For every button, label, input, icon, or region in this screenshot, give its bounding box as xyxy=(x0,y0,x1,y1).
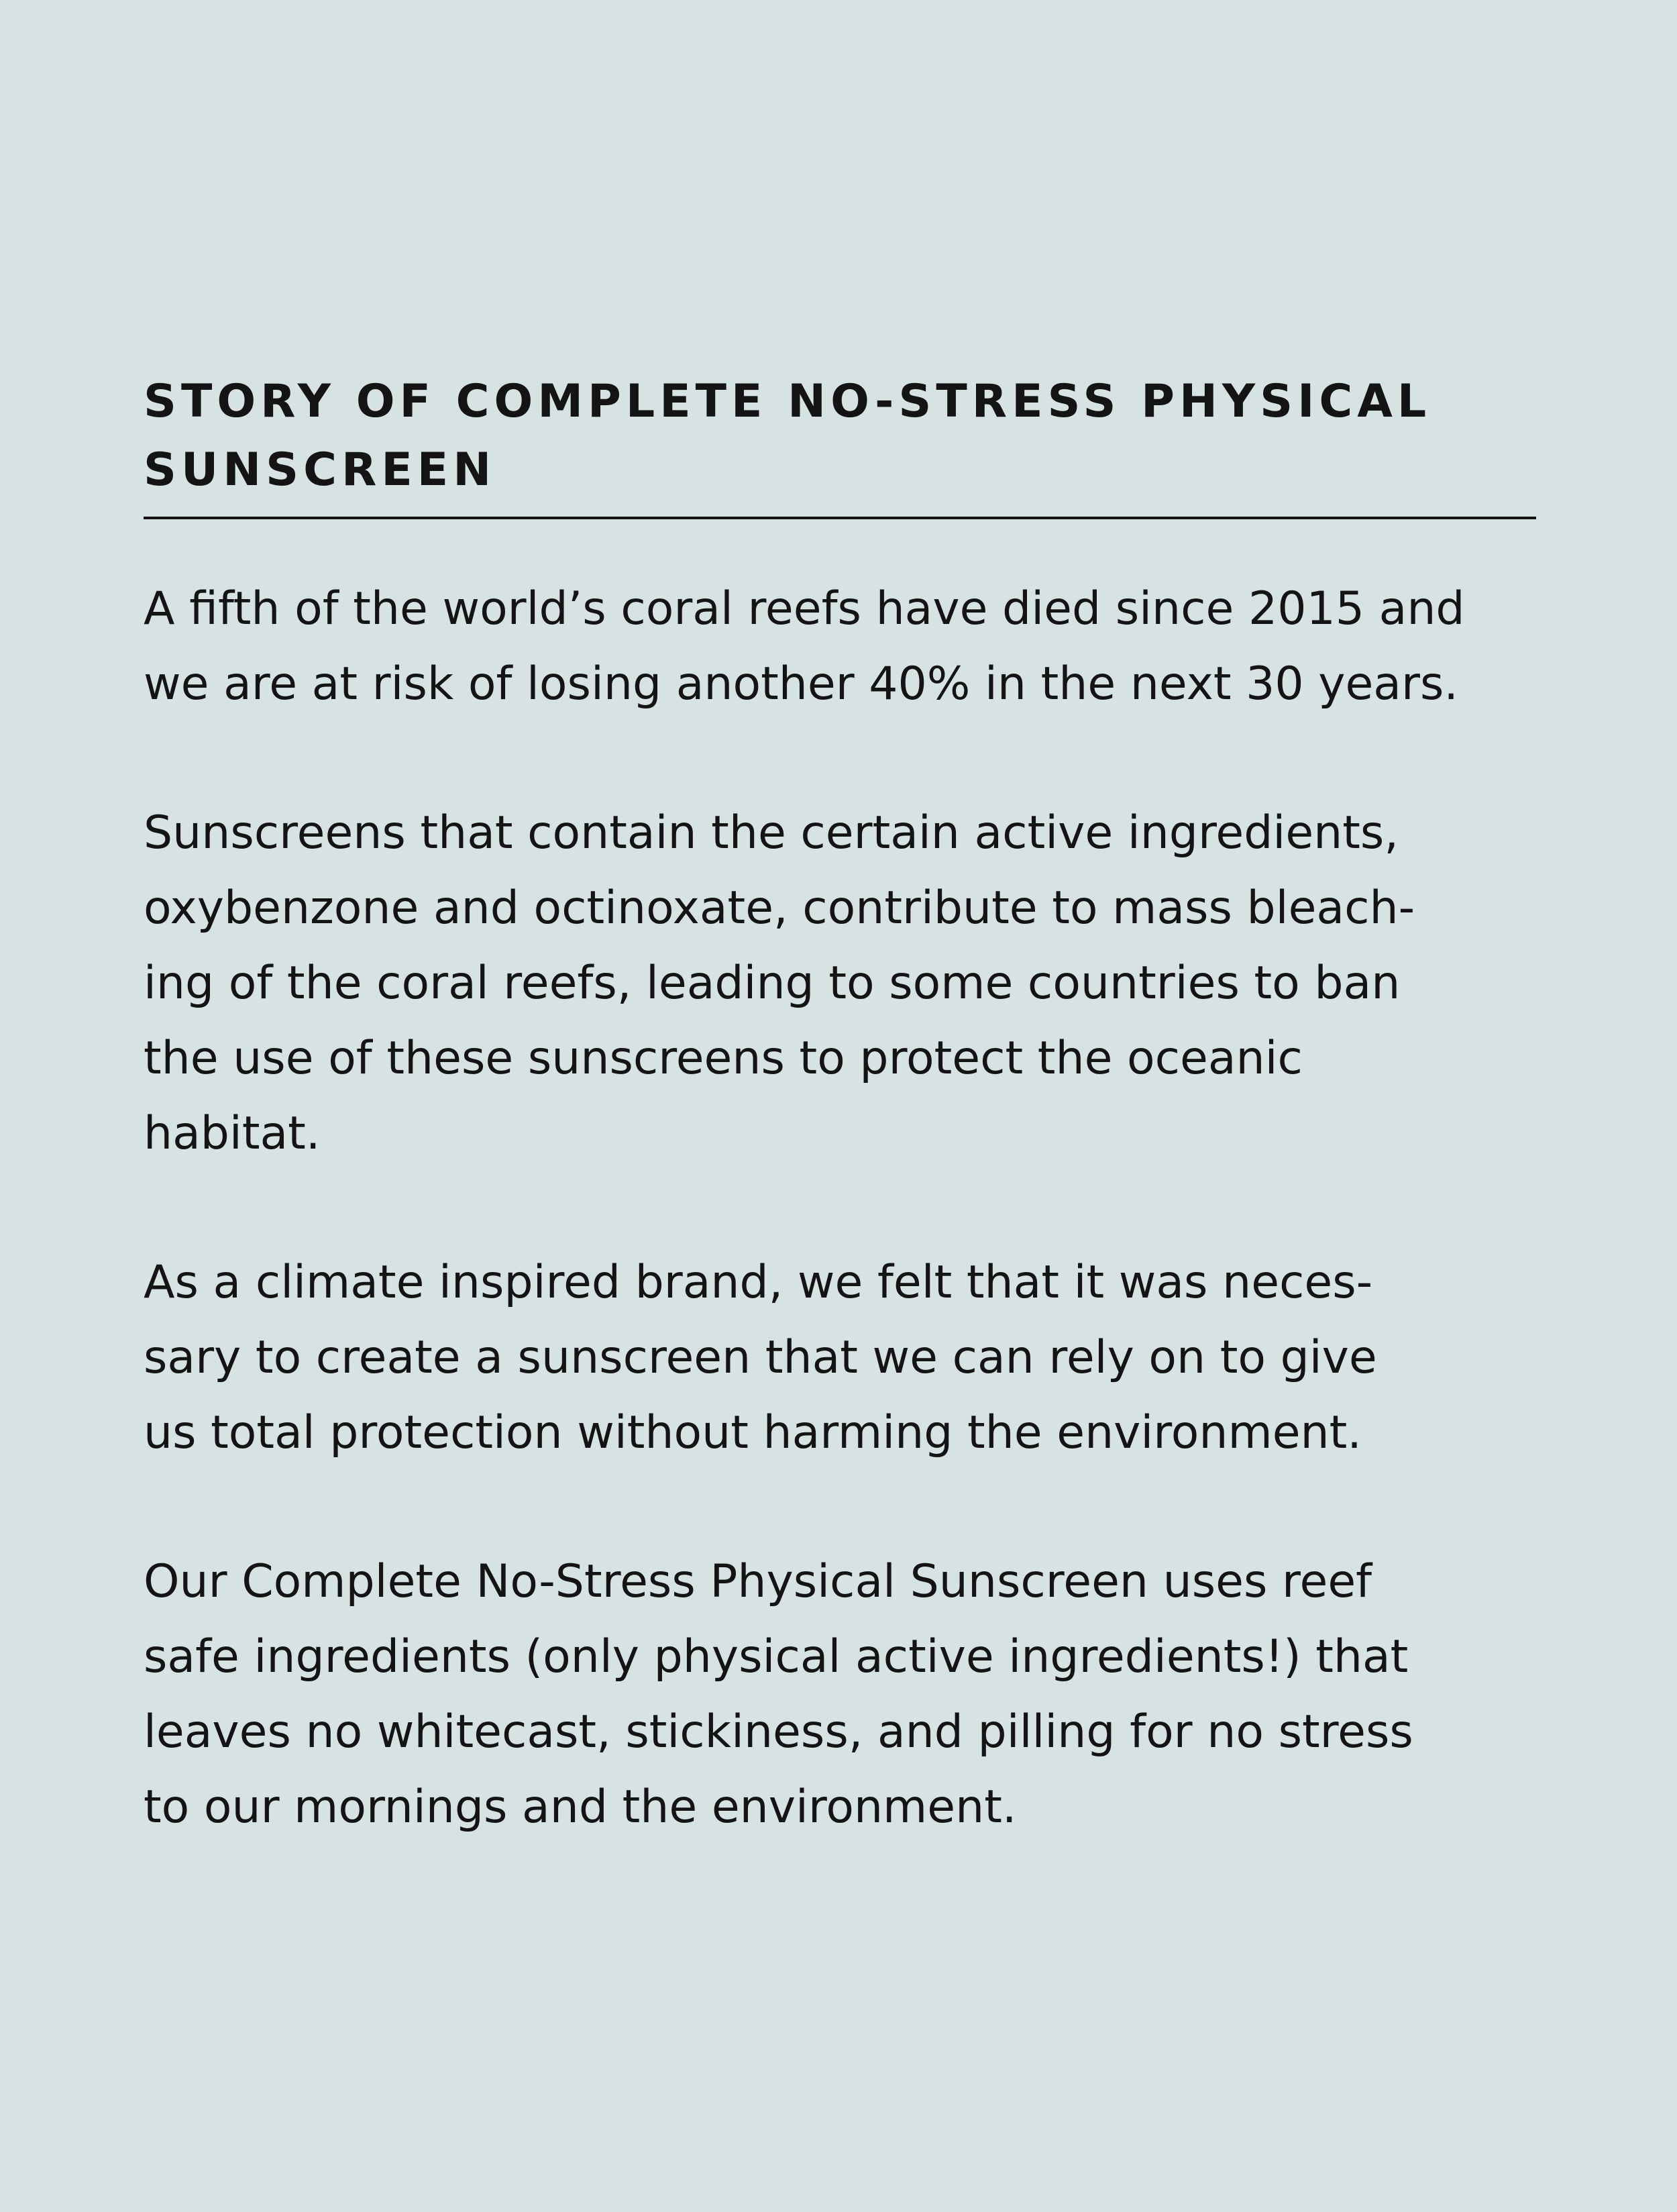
title-divider xyxy=(144,517,1536,519)
paragraph-coral-reef-loss: A fifth of the world’s coral reefs have died since 2015 and we are at risk of losing another 40% in the next 30 years. xyxy=(144,582,1465,710)
section-title: STORY OF COMPLETE NO-STRESS PHYSICAL SUNSCREEN xyxy=(144,375,1431,496)
paragraph-harmful-ingredients: Sunscreens that contain the certain active ingredients, oxybenzone and octinoxate, contribute to mass bleach- ing of the coral reefs, leading to some countries to ban the use of these sunscreens to protect the oceanic habitat. xyxy=(144,806,1415,1160)
paragraph-product-benefits: Our Complete No-Stress Physical Sunscreen uses reef safe ingredients (only physical active ingredients!) that leaves no whitecast, stickiness, and pilling for no stress to our mornings and the environment. xyxy=(144,1555,1413,1834)
paragraph-brand-motivation: As a climate inspired brand, we felt that it was neces- sary to create a sunscreen that we can rely on to give us total protection without harming the environment. xyxy=(144,1256,1377,1459)
story-body xyxy=(144,572,1536,1919)
